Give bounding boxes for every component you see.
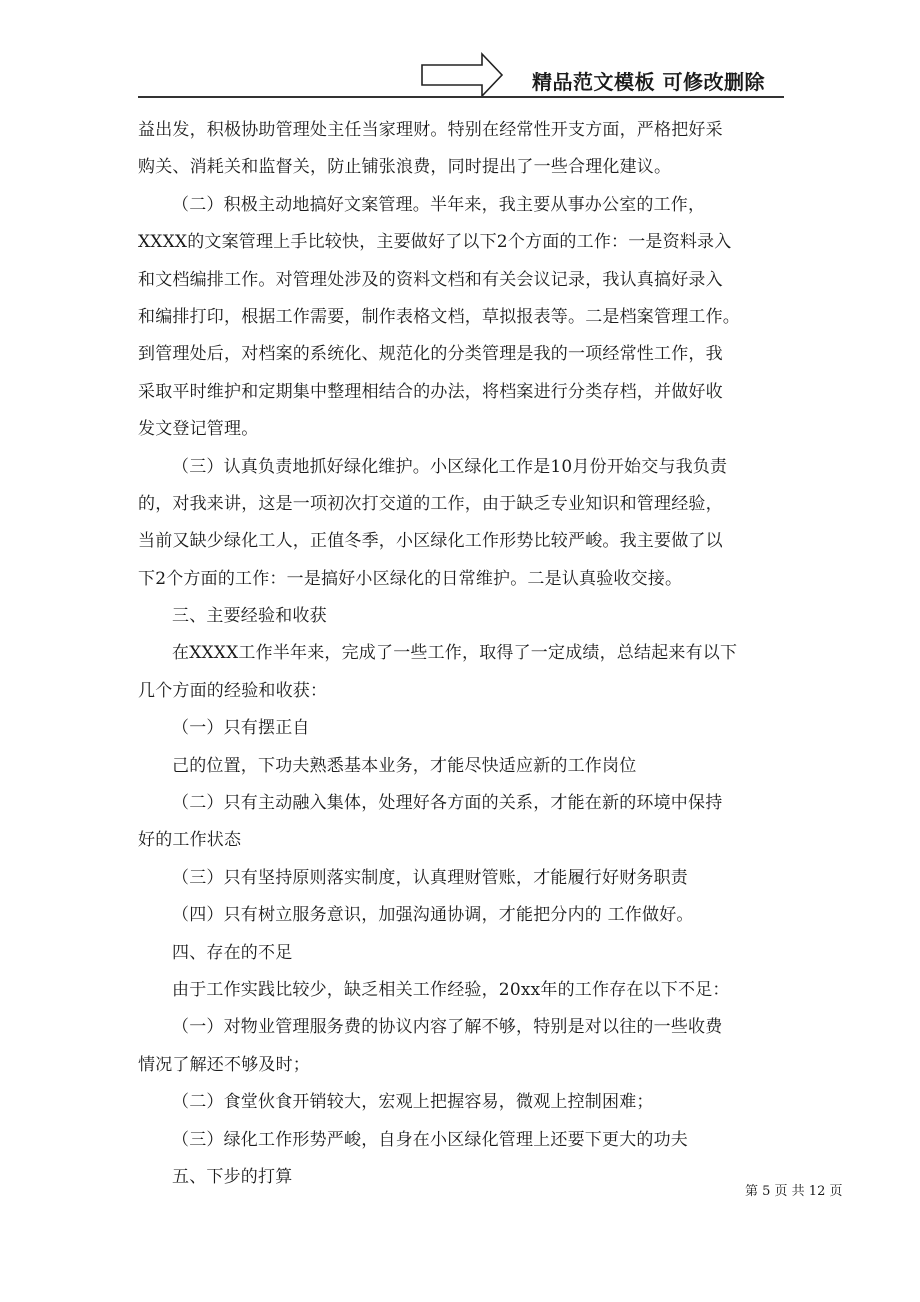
text-line: 在XXXX工作半年来，完成了一些工作，取得了一定成绩，总结起来有以下: [172, 643, 738, 664]
text-line: XXXX的文案管理上手比较快，主要做好了以下2个方面的工作：一是资料录入: [138, 232, 732, 253]
text-line: 好的工作状态: [138, 830, 242, 851]
text-line: （一）对物业管理服务费的协议内容了解不够，特别是对以往的一些收费: [172, 1017, 723, 1038]
text-line: （三）认真负责地抓好绿化维护。小区绿化工作是10月份开始交与我负责: [172, 456, 728, 477]
text-line: 发文登记管理。: [138, 419, 259, 440]
text-line: 己的位置，下功夫熟悉基本业务，才能尽快适应新的工作岗位: [172, 755, 637, 776]
text-line: （三）只有坚持原则落实制度，认真理财管账，才能履行好财务职责: [172, 867, 688, 888]
text-line: 和编排打印，根据工作需要，制作表格文档，草拟报表等。二是档案管理工作。: [138, 306, 740, 327]
page-number: 第 5 页 共 12 页: [745, 1184, 843, 1199]
text-line: 情况了解还不够及时；: [138, 1054, 310, 1075]
text-line: 采取平时维护和定期集中整理相结合的办法，将档案进行分类存档，并做好收: [138, 381, 723, 402]
section-heading: 五、下步的打算: [172, 1166, 293, 1187]
text-line: 购关、消耗关和监督关，防止铺张浪费，同时提出了一些合理化建议。: [138, 157, 672, 178]
text-line: 到管理处后，对档案的系统化、规范化的分类管理是我的一项经常性工作，我: [138, 344, 723, 365]
text-line: （二）积极主动地搞好文案管理。半年来，我主要从事办公室的工作，: [172, 194, 706, 215]
text-line: 益出发，积极协助管理处主任当家理财。特别在经常性开支方面，严格把好采: [138, 120, 723, 140]
page-header: [0, 0, 920, 100]
text-line: （四）只有树立服务意识，加强沟通协调，才能把分内的 工作做好。: [172, 905, 694, 926]
text-line: 几个方面的经验和收获：: [138, 680, 328, 701]
text-line: （二）食堂伙食开销较大，宏观上把握容易，微观上控制困难；: [172, 1092, 654, 1113]
section-heading: 四、存在的不足: [172, 942, 293, 963]
text-line: 由于工作实践比较少，缺乏相关工作经验，20xx年的工作存在以下不足：: [172, 979, 730, 1000]
text-line: 当前又缺少绿化工人，正值冬季，小区绿化工作形势比较严峻。我主要做了以: [138, 531, 723, 552]
header-title: 精品范文模板 可修改删除: [532, 70, 765, 94]
text-line: （三）绿化工作形势严峻，自身在小区绿化管理上还要下更大的功夫: [172, 1129, 688, 1150]
document-body: [138, 112, 788, 1196]
header-rule: [138, 96, 784, 98]
text-line: 下2个方面的工作：一是搞好小区绿化的日常维护。二是认真验收交接。: [138, 568, 683, 589]
arrow-right-icon: [420, 52, 504, 98]
section-heading: 三、主要经验和收获: [172, 606, 327, 627]
text-line: （一）只有摆正自: [172, 718, 310, 739]
text-line: 和文档编排工作。对管理处涉及的资料文档和有关会议记录，我认真搞好录入: [138, 269, 723, 290]
text-line: 的，对我来讲，这是一项初次打交道的工作，由于缺乏专业知识和管理经验，: [138, 493, 723, 514]
text-line: （二）只有主动融入集体，处理好各方面的关系，才能在新的环境中保持: [172, 793, 723, 814]
